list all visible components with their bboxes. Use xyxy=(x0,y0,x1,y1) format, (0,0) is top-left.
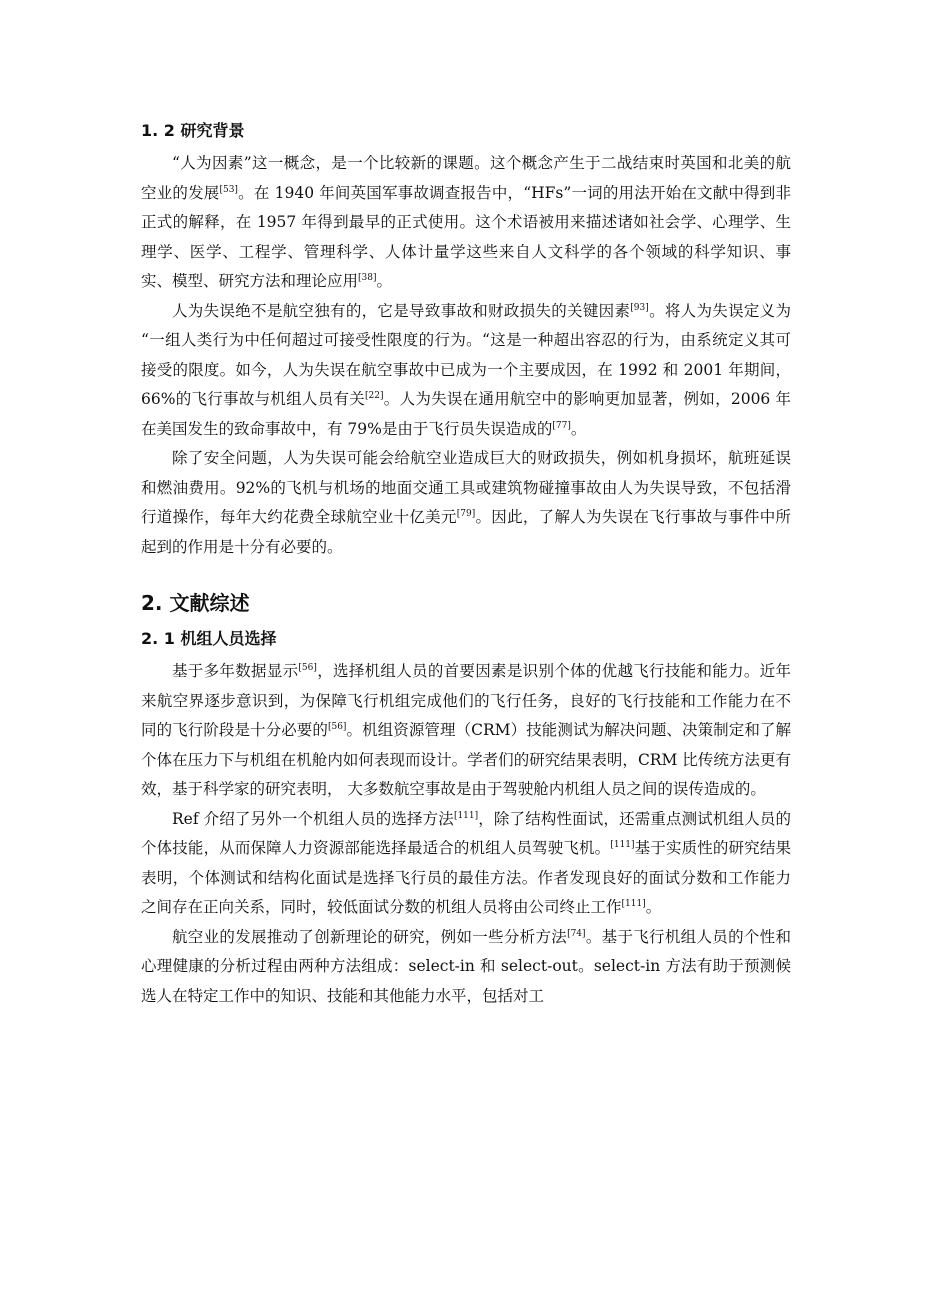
document-body xyxy=(141,118,791,1011)
citation: [111] xyxy=(621,898,646,909)
citation: [111] xyxy=(610,839,635,850)
paragraph: 基于多年数据显示[56]，选择机组人员的首要因素是识别个体的优越飞行技能和能力。近年来航空界逐步意识到，为保障飞行机组完成他们的飞行任务，良好的飞行技能和工作能力在不同的飞行阶段是十分必要的[56]。机组资源管理（CRM）技能测试为解决问题、决策制定和了解个体在压力下与机组在机舱内如何表现而设计。学者们的研究结果表明，CRM 比传统方法更有效，基于科学家的研究表明， 大多数航空事故是由于驾驶舱内机组人员之间的误传造成的。 xyxy=(141,662,791,798)
paragraph: 除了安全问题，人为失误可能会给航空业造成巨大的财政损失，例如机身损坏，航班延误和燃油费用。92%的飞机与机场的地面交通工具或建筑物碰撞事故由人为失误导致，不包括滑行道操作，每年大约花费全球航空业十亿美元[79]。因此，了解人为失误在飞行事故与事件中所起到的作用是十分有必要的。 xyxy=(141,449,791,556)
section-heading-2-1: 2. 1 机组人员选择 xyxy=(141,629,277,648)
citation: [22] xyxy=(365,390,384,401)
paragraph: 人为失误绝不是航空独有的，它是导致事故和财政损失的关键因素[93]。将人为失误定义为 “一组人类行为中任何超过可接受性限度的行为。“这是一种超出容忍的行为，由系统定义其可接受的限度。如今，人为失误在航空事故中已成为一个主要成因，在 1992 和 2001 年期间，66%的飞行事故与机组人员有关[22]。人为失误在通用航空中的影响更加显著，例如，2006 年在美国发生的致命事故中，有 79%是由于飞行员失误造成的[77]。 xyxy=(141,301,791,438)
paragraph: Ref 介绍了另外一个机组人员的选择方法[111]，除了结构性面试，还需重点测试机组人员的个体技能，从而保障人力资源部能选择最适合的机组人员驾驶飞机。[111]基于实质性的研究结果表明，个体测试和结构化面试是选择飞行员的最佳方法。作者发现良好的面试分数和工作能力之间存在正向关系，同时，较低面试分数的机组人员将由公司终止工作[111]。 xyxy=(141,809,791,916)
citation: [38] xyxy=(358,272,377,283)
paragraph: “人为因素”这一概念，是一个比较新的课题。这个概念产生于二战结束时英国和北美的航空业的发展[53]。在 1940 年间英国军事故调查报告中，“HFs”一词的用法开始在文献中得到非正式的解释，在 1957 年得到最早的正式使用。这个术语被用来描述诸如社会学、心理学、生理学、医学、工程学、管理科学、人体计量学这些来自人文科学的各个领域的科学知识、事实、模型、研究方法和理论应用[38]。 xyxy=(141,154,791,290)
citation: [77] xyxy=(552,420,571,431)
citation: [111] xyxy=(453,810,479,821)
citation: [79] xyxy=(456,508,476,519)
paragraph: 航空业的发展推动了创新理论的研究，例如一些分析方法[74]。基于飞行机组人员的个性和心理健康的分析过程由两种方法组成：select-in 和 select-out。select-in 方法有助于预测候选人在特定工作中的知识、技能和其他能力水平，包括对工 xyxy=(141,927,791,1005)
citation: [74] xyxy=(567,928,586,939)
section-heading-1-2: 1. 2 研究背景 xyxy=(141,121,245,140)
citation: [53] xyxy=(219,184,238,195)
citation: [56] xyxy=(298,662,317,673)
citation: [93] xyxy=(630,302,649,313)
section-heading-2: 2. 文献综述 xyxy=(141,591,250,615)
citation: [56] xyxy=(327,721,347,732)
